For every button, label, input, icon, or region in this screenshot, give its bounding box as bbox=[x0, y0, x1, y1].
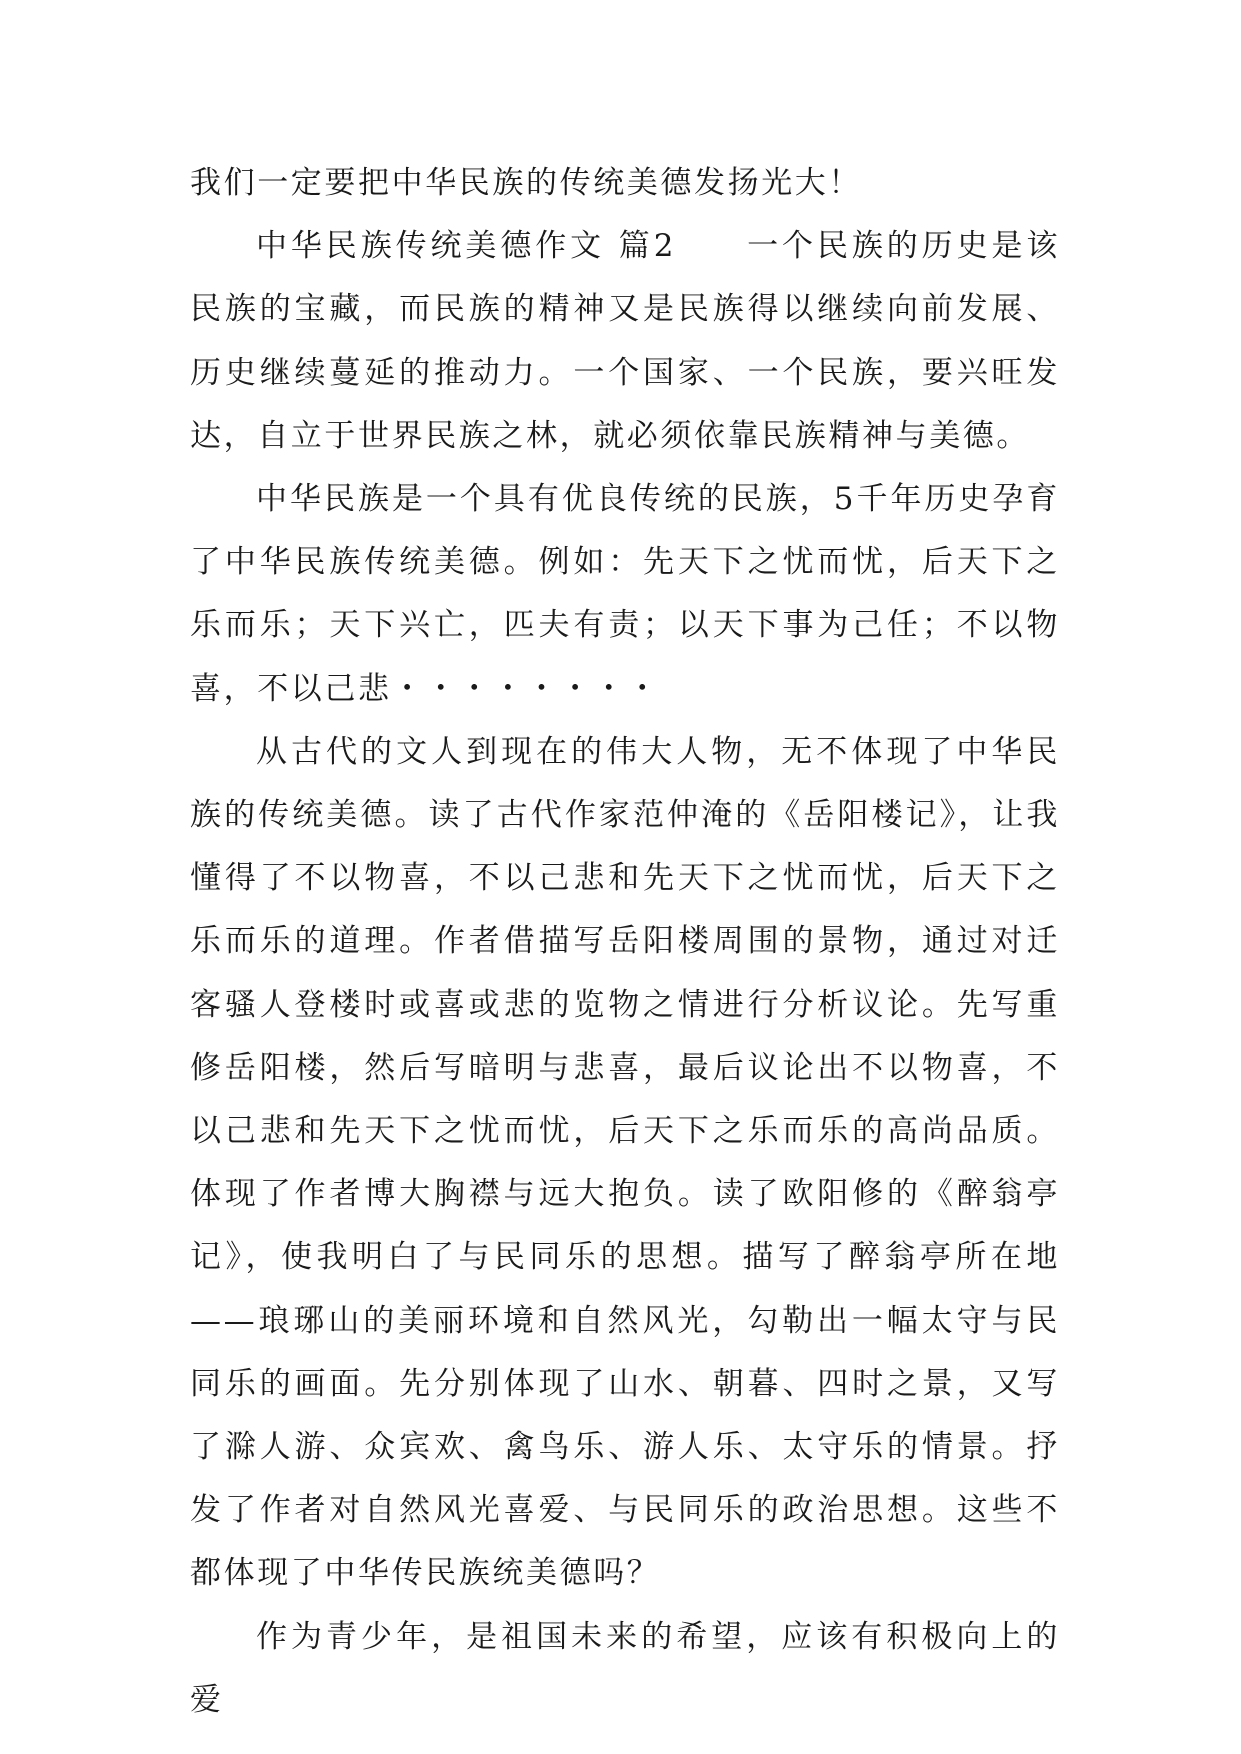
paragraph-continuation: 我们一定要把中华民族的传统美德发扬光大！ bbox=[190, 165, 862, 201]
paragraph-tradition: 中华民族是一个具有优良传统的民族，5千年历史孕育了中华民族传统美德。例如：先天下之忧而忧，后天下之乐而乐；天下兴亡，匹夫有责；以天下事为己任；不以物喜，不以己悲・・・・・・・・ bbox=[190, 481, 1060, 707]
document-page bbox=[190, 152, 1060, 1732]
paragraph-essay-heading: 中华民族传统美德作文 篇2 一个民族的历史是该民族的宝藏，而民族的精神又是民族得以继续向前发展、历史继续蔓延的推动力。一个国家、一个民族，要兴旺发达，自立于世界民族之林，就必须依靠民族精神与美德。 bbox=[190, 228, 1060, 454]
paragraph-literature: 从古代的文人到现在的伟大人物，无不体现了中华民族的传统美德。读了古代作家范仲淹的《岳阳楼记》，让我懂得了不以物喜，不以己悲和先天下之忧而忧，后天下之乐而乐的道理。作者借描写岳阳楼周围的景物，通过对迁客骚人登楼时或喜或悲的览物之情进行分析议论。先写重修岳阳楼，然后写暗明与悲喜，最后议论出不以物喜，不以己悲和先天下之忧而忧，后天下之乐而乐的高尚品质。体现了作者博大胸襟与远大抱负。读了欧阳修的《醉翁亭记》，使我明白了与民同乐的思想。描写了醉翁亭所在地——琅琊山的美丽环境和自然风光，勾勒出一幅太守与民同乐的画面。先分别体现了山水、朝暮、四时之景，又写了滁人游、众宾欢、禽鸟乐、游人乐、太守乐的情景。抒发了作者对自然风光喜爱、与民同乐的政治思想。这些不都体现了中华传民族统美德吗？ bbox=[190, 733, 1060, 1592]
paragraph-youth: 作为青少年，是祖国未来的希望，应该有积极向上的爱 bbox=[190, 1618, 1060, 1718]
